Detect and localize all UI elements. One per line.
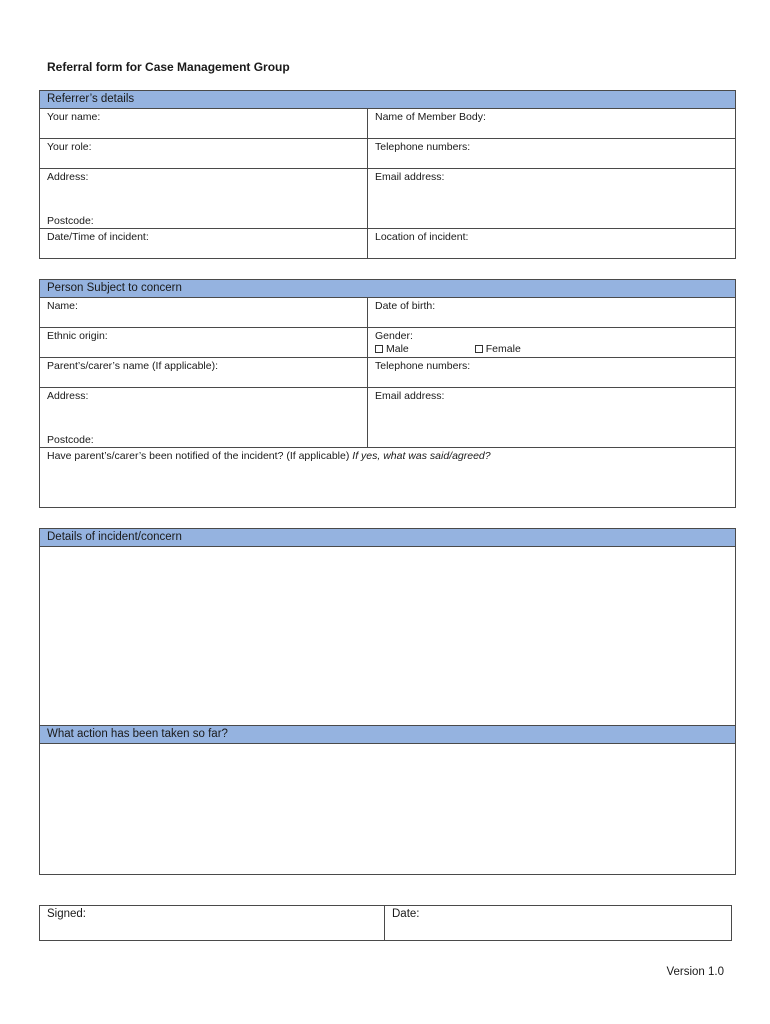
referrer-address-label: Address:	[47, 171, 89, 183]
male-label: Male	[386, 343, 409, 355]
subject-details-header: Person Subject to concern	[40, 280, 736, 298]
dob-label: Date of birth:	[375, 300, 436, 312]
incident-details-textarea[interactable]	[40, 547, 736, 726]
female-checkbox[interactable]	[475, 345, 483, 353]
gender-label: Gender:	[375, 330, 413, 342]
action-taken-header: What action has been taken so far?	[40, 726, 736, 744]
referrer-telephone-label: Telephone numbers:	[375, 141, 471, 153]
your-role-field[interactable]	[40, 139, 368, 169]
incident-datetime-field[interactable]	[40, 229, 368, 259]
form-title: Referral form for Case Management Group	[47, 60, 290, 74]
date-field[interactable]	[385, 906, 732, 941]
referrer-postcode-label: Postcode:	[47, 215, 94, 227]
incident-location-label: Location of incident:	[375, 231, 469, 243]
incident-location-field[interactable]	[368, 229, 736, 259]
female-label: Female	[485, 343, 521, 355]
subject-telephone-field[interactable]	[368, 358, 736, 388]
parent-notified-hint: If yes, what was said/agreed?	[352, 450, 491, 462]
subject-postcode-label: Postcode:	[47, 434, 94, 446]
your-role-label: Your role:	[47, 141, 92, 153]
incident-datetime-label: Date/Time of incident:	[47, 231, 149, 243]
subject-telephone-label: Telephone numbers:	[375, 360, 471, 372]
parent-name-label: Parent’s/carer’s name (If applicable):	[47, 360, 218, 372]
gender-male-option[interactable]	[375, 343, 409, 355]
subject-address-field[interactable]	[40, 388, 368, 448]
referrer-address-field[interactable]	[40, 169, 368, 229]
referrer-details-header: Referrer’s details	[40, 91, 736, 109]
signed-label: Signed:	[47, 908, 87, 920]
referrer-email-label: Email address:	[375, 171, 445, 183]
your-name-field[interactable]	[40, 109, 368, 139]
dob-field[interactable]	[368, 298, 736, 328]
signed-field[interactable]	[40, 906, 385, 941]
your-name-label: Your name:	[47, 111, 101, 123]
date-label: Date:	[392, 908, 420, 920]
signoff-table	[39, 905, 732, 941]
gender-field	[368, 328, 736, 358]
ethnic-origin-label: Ethnic origin:	[47, 330, 108, 342]
member-body-label: Name of Member Body:	[375, 111, 486, 123]
referrer-telephone-field[interactable]	[368, 139, 736, 169]
referrer-details-table	[39, 90, 736, 259]
gender-female-option[interactable]	[475, 343, 521, 355]
action-taken-textarea[interactable]	[40, 744, 736, 875]
member-body-field[interactable]	[368, 109, 736, 139]
ethnic-origin-field[interactable]	[40, 328, 368, 358]
incident-details-header: Details of incident/concern	[40, 529, 736, 547]
parent-notified-question: Have parent’s/carer’s been notified of the incident? (If applicable)	[47, 450, 353, 462]
subject-name-label: Name:	[47, 300, 78, 312]
male-checkbox[interactable]	[375, 345, 383, 353]
parent-notified-field[interactable]	[40, 448, 736, 508]
parent-name-field[interactable]	[40, 358, 368, 388]
referrer-email-field[interactable]	[368, 169, 736, 229]
version-label: Version 1.0	[666, 966, 724, 978]
subject-email-field[interactable]	[368, 388, 736, 448]
incident-details-table	[39, 528, 736, 875]
subject-address-label: Address:	[47, 390, 89, 402]
subject-email-label: Email address:	[375, 390, 445, 402]
subject-details-table	[39, 279, 736, 508]
subject-name-field[interactable]	[40, 298, 368, 328]
